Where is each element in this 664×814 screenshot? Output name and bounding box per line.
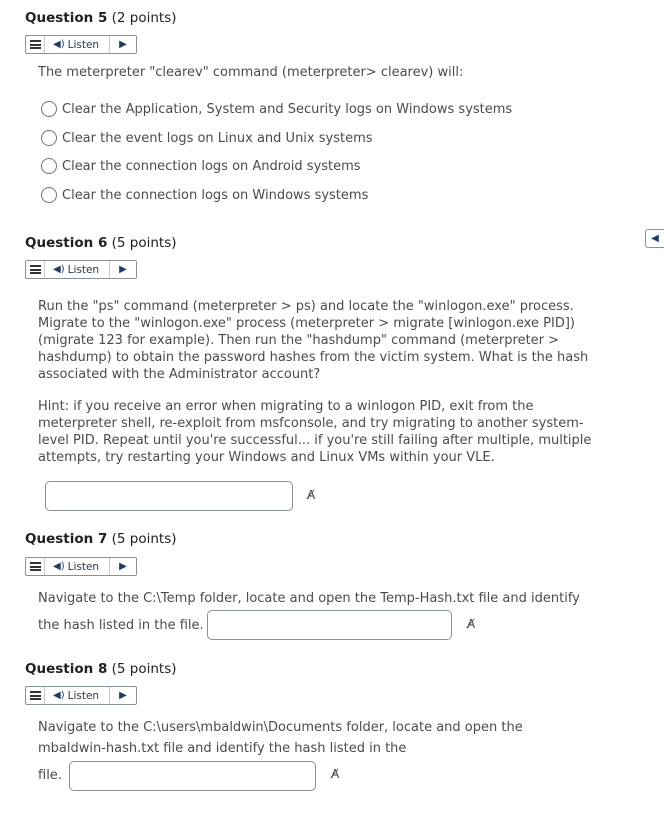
listen-toolbar (25, 557, 137, 576)
play-icon[interactable]: ▶ (119, 690, 127, 701)
side-speaker-icon[interactable]: ◀ (645, 229, 664, 248)
prompt-line: (migrate 123 for example). Then run the "hashdump" command (meterpreter > (38, 333, 560, 348)
prompt-line: Run the "ps" command (meterpreter > ps) and locate the "winlogon.exe" process. (38, 299, 574, 314)
option-label: Clear the Application, System and Security logs on Windows systems (62, 101, 513, 117)
question-8-prompt-cont: mbaldwin-hash.txt file and identify the hash listed in the (38, 741, 407, 756)
question-6-hint (38, 398, 591, 466)
listen-label: Listen (67, 560, 100, 573)
answer-option[interactable] (41, 130, 373, 146)
play-icon[interactable]: ▶ (119, 264, 127, 275)
speaker-icon: ◀) (53, 690, 65, 701)
listen-button[interactable] (45, 36, 110, 53)
question-8-prompt: Navigate to the C:\users\mbaldwin\Documents folder, locate and open the (38, 720, 523, 735)
play-icon[interactable]: ▶ (119, 561, 127, 572)
hint-line: meterpreter shell, re-exploit from msfconsole, and try migrating to another system- (38, 416, 584, 431)
question-points: (5 points) (111, 531, 177, 547)
radio-button[interactable] (41, 130, 57, 146)
question-number: Question 7 (25, 531, 108, 547)
listen-toolbar (25, 35, 137, 54)
question-6-title (25, 235, 177, 251)
listen-label: Listen (67, 38, 100, 51)
listen-button[interactable] (45, 558, 110, 575)
question-points: (2 points) (111, 10, 177, 26)
listen-button[interactable] (45, 261, 110, 278)
radio-button[interactable] (41, 101, 57, 117)
radio-button[interactable] (41, 187, 57, 203)
listen-label: Listen (67, 689, 100, 702)
answer-option[interactable] (41, 101, 512, 117)
spellcheck-icon[interactable]: A̸ (467, 617, 476, 631)
question-number: Question 6 (25, 235, 108, 251)
question-5-prompt: The meterpreter "clearev" command (meterpreter> clearev) will: (38, 65, 464, 80)
hint-line: Hint: if you receive an error when migrating to a winlogon PID, exit from the (38, 399, 534, 414)
prompt-line: hashdump) to obtain the password hashes from the victim system. What is the hash (38, 350, 589, 365)
question-number: Question 5 (25, 10, 108, 26)
question-5-title (25, 10, 177, 26)
question-points: (5 points) (111, 661, 177, 677)
menu-icon[interactable] (26, 36, 45, 53)
prompt-line: associated with the Administrator account? (38, 367, 321, 382)
question-7-title (25, 531, 177, 547)
hint-line: attempts, try restarting your Windows and Linux VMs within your VLE. (38, 450, 495, 465)
radio-button[interactable] (41, 158, 57, 174)
speaker-icon: ◀) (53, 264, 65, 275)
option-label: Clear the event logs on Linux and Unix systems (62, 130, 373, 146)
question-8-answer-input[interactable] (69, 761, 316, 791)
answer-option[interactable] (41, 187, 368, 203)
question-number: Question 8 (25, 661, 108, 677)
menu-icon[interactable] (26, 558, 45, 575)
prompt-line: Migrate to the "winlogon.exe" process (meterpreter > migrate [winlogon.exe PID]) (38, 316, 575, 331)
listen-toolbar (25, 260, 137, 279)
speaker-icon: ◀) (53, 561, 65, 572)
listen-toolbar (25, 686, 137, 705)
option-label: Clear the connection logs on Android systems (62, 158, 361, 174)
question-6-answer-input[interactable] (45, 481, 293, 511)
menu-icon[interactable] (26, 261, 45, 278)
speaker-icon: ◀) (53, 39, 65, 50)
spellcheck-icon[interactable]: A̸ (331, 767, 340, 781)
question-7-answer-input[interactable] (207, 610, 452, 640)
question-points: (5 points) (111, 235, 177, 251)
question-8-title (25, 661, 177, 677)
option-label: Clear the connection logs on Windows systems (62, 187, 369, 203)
answer-option[interactable] (41, 158, 361, 174)
listen-button[interactable] (45, 687, 110, 704)
hint-line: level PID. Repeat until you're successful... if you're still failing after multiple, multiple (38, 433, 592, 448)
menu-icon[interactable] (26, 687, 45, 704)
question-8-prompt-end: file. (38, 768, 62, 783)
question-7-prompt-end: the hash listed in the file. (38, 618, 204, 633)
spellcheck-icon[interactable]: A̸ (307, 488, 316, 502)
listen-label: Listen (67, 263, 100, 276)
play-icon[interactable]: ▶ (119, 39, 127, 50)
question-7-prompt: Navigate to the C:\Temp folder, locate and open the Temp-Hash.txt file and identify (38, 591, 580, 606)
question-6-prompt (38, 298, 588, 383)
